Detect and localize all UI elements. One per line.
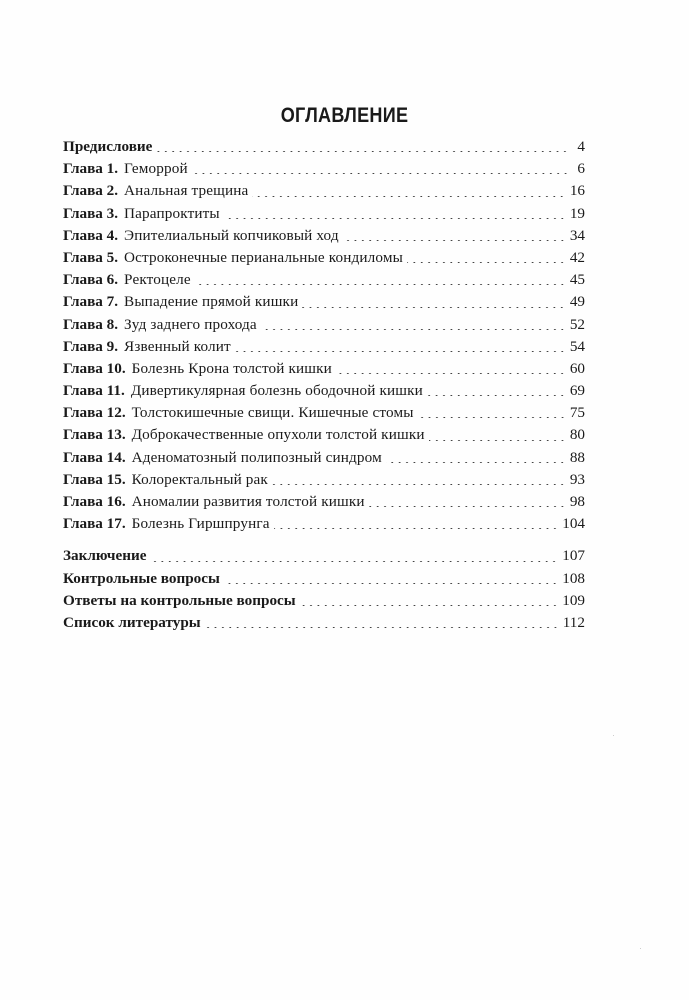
dot-leader: [300, 605, 559, 606]
dot-leader: [205, 627, 559, 628]
toc-entry-title: Язвенный колит: [124, 337, 231, 355]
toc-entry-page: 34: [569, 226, 585, 244]
toc-entry-chapter-3[interactable]: [63, 203, 585, 225]
toc-entry-chapter-2[interactable]: [63, 180, 585, 202]
toc-entry-label: Глава 8.: [63, 315, 119, 333]
toc-entry-title: Остроконечные перианальные кондиломы: [124, 248, 403, 266]
toc-entry-page: 69: [569, 382, 585, 400]
toc-entry-title: Парапроктиты: [124, 204, 220, 222]
dot-leader: [302, 307, 565, 308]
toc-entry-page: 88: [569, 448, 585, 466]
toc-entry-page: 60: [569, 359, 585, 377]
toc-entry-label: Глава 14.: [63, 448, 126, 466]
toc-entry-chapter-7[interactable]: [63, 291, 585, 313]
toc-entry-label: Глава 12.: [63, 404, 126, 422]
toc-entry-chapter-17[interactable]: [63, 513, 585, 535]
scan-speck: [613, 735, 614, 736]
dot-leader: [252, 196, 565, 197]
dot-leader: [336, 373, 566, 374]
dot-leader: [274, 528, 559, 529]
toc-entry-page: 107: [562, 547, 585, 565]
toc-entry-chapter-16[interactable]: [63, 491, 585, 513]
toc-entry-title: Аномалии развития толстой кишки: [131, 493, 365, 510]
toc-entry-preface[interactable]: [63, 136, 585, 158]
toc-entry-label: Предисловие: [63, 138, 153, 155]
dot-leader: [427, 395, 566, 396]
toc-entry-label: Глава 13.: [63, 426, 126, 444]
dot-leader: [156, 151, 569, 152]
toc-entry-conclusion[interactable]: [63, 545, 585, 567]
toc-entry-label: Глава 9.: [63, 337, 119, 355]
dot-leader: [386, 462, 566, 463]
toc-entry-chapter-1[interactable]: [63, 158, 585, 180]
toc-entry-title: Болезнь Крона толстой кишки: [131, 359, 332, 377]
toc-entry-review-questions[interactable]: [63, 568, 585, 590]
toc-entry-label: Глава 2.: [63, 182, 119, 200]
dot-leader: [224, 583, 558, 584]
toc-entry-chapter-14[interactable]: [63, 447, 585, 469]
toc-entry-chapter-6[interactable]: [63, 269, 585, 291]
toc-entry-page: 98: [569, 493, 585, 510]
section-spacer: [63, 535, 585, 545]
toc-entry-page: 42: [569, 248, 585, 266]
toc-entry-page: 52: [569, 315, 585, 333]
toc-entry-title: Аденоматозный полипозный синдром: [131, 448, 382, 466]
toc-entry-label: Глава 15.: [63, 470, 126, 488]
table-of-contents: [63, 136, 585, 634]
dot-leader: [407, 262, 566, 263]
toc-entry-label: Глава 7.: [63, 293, 119, 311]
scan-speck: [640, 948, 641, 949]
toc-entry-label: Глава 6.: [63, 271, 119, 289]
toc-entry-chapter-11[interactable]: [63, 380, 585, 402]
dot-leader: [429, 440, 566, 441]
toc-entry-page: 45: [569, 271, 585, 289]
toc-entry-title: Зуд заднего прохода: [124, 315, 257, 333]
toc-entry-page: 16: [569, 182, 585, 200]
toc-entry-title: Эпителиальный копчиковый ход: [124, 226, 339, 244]
toc-entry-page: 75: [569, 404, 585, 422]
toc-entry-chapter-12[interactable]: [63, 402, 585, 424]
dot-leader: [235, 351, 566, 352]
toc-entry-label: Глава 10.: [63, 359, 126, 377]
toc-entry-page: 4: [577, 138, 585, 155]
toc-entry-title: Толстокишечные свищи. Кишечные стомы: [131, 404, 414, 422]
toc-entry-label: Список литературы: [63, 613, 201, 631]
toc-entry-label: Заключение: [63, 547, 147, 565]
toc-entry-title: Выпадение прямой кишки: [124, 293, 299, 311]
toc-entry-page: 49: [569, 293, 585, 311]
dot-leader: [150, 561, 558, 562]
toc-heading: ОГЛАВЛЕНИЕ: [280, 104, 409, 127]
dot-leader: [224, 218, 566, 219]
dot-leader: [261, 329, 566, 330]
toc-entry-page: 6: [577, 160, 585, 178]
dot-leader: [272, 484, 566, 485]
toc-entry-chapter-9[interactable]: [63, 336, 585, 358]
toc-entry-references[interactable]: [63, 612, 585, 634]
toc-entry-title: Колоректальный рак: [131, 470, 268, 488]
dot-leader: [343, 240, 566, 241]
toc-entry-title: Анальная трещина: [124, 182, 249, 200]
toc-entry-chapter-8[interactable]: [63, 314, 585, 336]
toc-entry-title: Болезнь Гиршпрунга: [131, 515, 270, 533]
toc-entry-label: Глава 17.: [63, 515, 126, 533]
toc-entry-label: Глава 4.: [63, 226, 119, 244]
toc-entry-chapter-5[interactable]: [63, 247, 585, 269]
toc-entry-answers[interactable]: [63, 590, 585, 612]
toc-entry-label: Глава 5.: [63, 248, 119, 266]
toc-entry-label: Ответы на контрольные вопросы: [63, 591, 296, 609]
toc-entry-page: 108: [562, 569, 585, 587]
toc-entry-label: Глава 16.: [63, 493, 126, 510]
toc-entry-title: Доброкачественные опухоли толстой кишки: [131, 426, 425, 444]
toc-entry-title: Геморрой: [124, 160, 188, 178]
toc-entry-title: Ректоцеле: [124, 271, 191, 289]
toc-entry-label: Глава 1.: [63, 160, 119, 178]
toc-entry-page: 54: [569, 337, 585, 355]
toc-entry-page: 80: [569, 426, 585, 444]
toc-entry-label: Контрольные вопросы: [63, 569, 220, 587]
dot-leader: [192, 173, 569, 174]
toc-entry-title: Дивертикулярная болезнь ободочной кишки: [130, 382, 423, 400]
toc-entry-label: Глава 3.: [63, 204, 119, 222]
toc-entry-chapter-4[interactable]: [63, 225, 585, 247]
dot-leader: [195, 284, 566, 285]
dot-leader: [369, 506, 566, 507]
dot-leader: [418, 417, 566, 418]
toc-entry-page: 19: [569, 204, 585, 222]
toc-entry-chapter-13[interactable]: [63, 424, 585, 446]
toc-entry-chapter-15[interactable]: [63, 469, 585, 491]
toc-entry-page: 104: [562, 515, 585, 533]
toc-entry-chapter-10[interactable]: [63, 358, 585, 380]
toc-entry-page: 112: [562, 613, 585, 631]
toc-entry-label: Глава 11.: [63, 382, 125, 400]
toc-entry-page: 109: [562, 591, 585, 609]
toc-entry-page: 93: [569, 470, 585, 488]
